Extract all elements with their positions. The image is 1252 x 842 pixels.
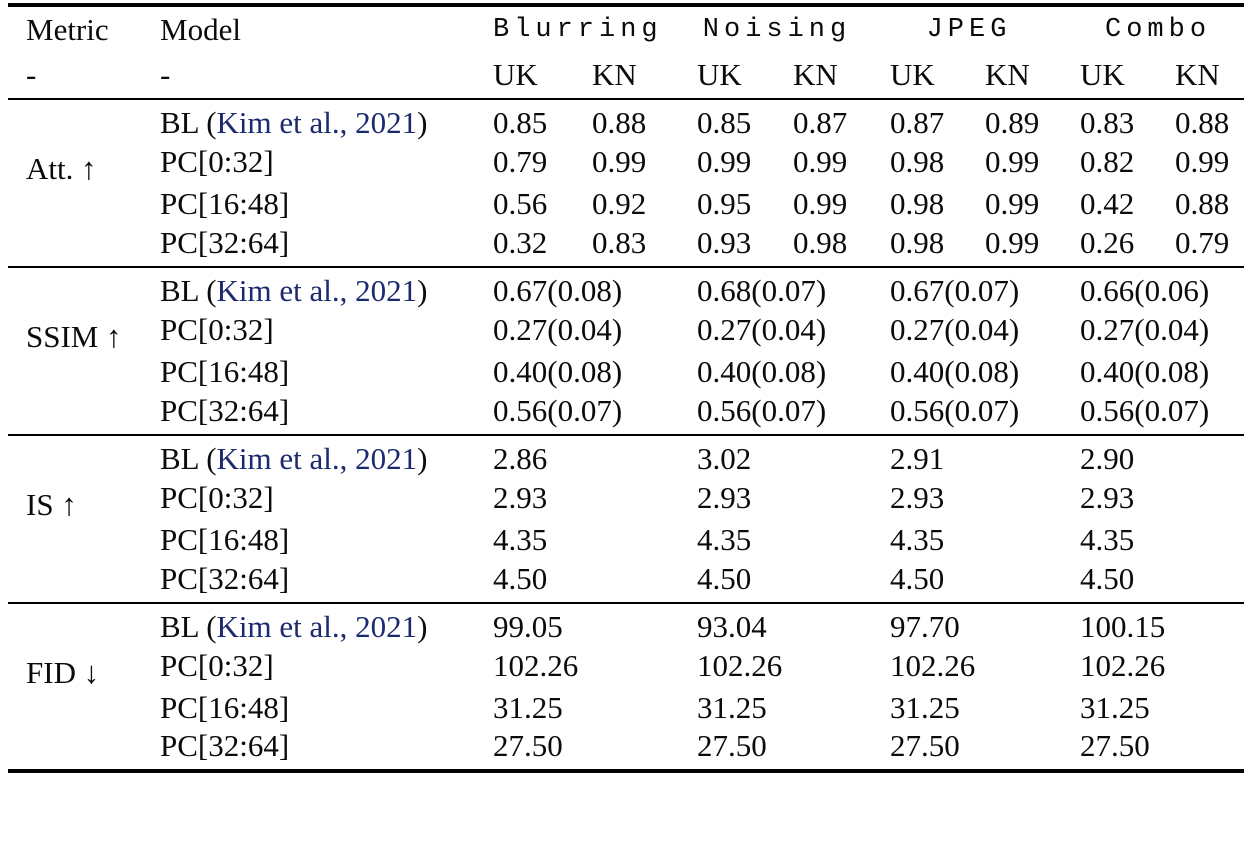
value-cell: 4.50: [493, 561, 548, 596]
table-header: [8, 5, 1244, 99]
model-cell: PC[0:32]: [160, 311, 274, 347]
value-cell: 0.98: [890, 185, 945, 221]
value-cell: 0.40(0.08): [697, 353, 827, 389]
value-cell: 27.50: [1080, 729, 1150, 764]
model-cell: PC[0:32]: [160, 479, 274, 515]
value-cell: 0.27(0.04): [697, 311, 827, 347]
model-cell: [160, 603, 493, 645]
subcol-header-noising-uk: UK: [697, 57, 742, 93]
metric-label: IS ↑: [26, 487, 77, 522]
table-row: [8, 645, 1244, 687]
metric-label: SSIM ↑: [26, 319, 122, 354]
model-cell: PC[0:32]: [160, 647, 274, 683]
results-table: [8, 3, 1244, 773]
value-cell: 31.25: [1080, 689, 1150, 725]
metric-label: Att. ↑: [26, 151, 97, 186]
citation-link[interactable]: Kim et al., 2021: [216, 105, 418, 141]
model-cell: [160, 435, 493, 477]
value-cell: 0.56(0.07): [1080, 393, 1210, 428]
model-name: BL (: [160, 105, 217, 141]
value-cell: 4.35: [890, 521, 945, 557]
value-cell: 0.99: [985, 225, 1040, 260]
value-cell: 0.79: [1175, 225, 1230, 260]
table-row: [8, 519, 1244, 561]
value-cell: 102.26: [890, 647, 976, 683]
model-cell: PC[0:32]: [160, 143, 274, 179]
value-cell: 31.25: [890, 689, 960, 725]
value-cell: 0.89: [985, 105, 1040, 141]
table-row: [8, 435, 1244, 477]
model-name: BL (: [160, 441, 217, 477]
table-row: [8, 267, 1244, 309]
value-cell: 0.42: [1080, 185, 1135, 221]
value-cell: 0.99: [592, 143, 647, 179]
table-row: [8, 687, 1244, 729]
group-header-combo: Combo: [1105, 14, 1212, 45]
value-cell: 2.90: [1080, 441, 1135, 477]
table-row: [8, 183, 1244, 225]
value-cell: 0.87: [793, 105, 848, 141]
value-cell: 100.15: [1080, 609, 1166, 645]
model-cell: PC[16:48]: [160, 353, 290, 389]
model-cell: PC[32:64]: [160, 729, 290, 764]
value-cell: 2.93: [493, 479, 548, 515]
table-row: [8, 99, 1244, 141]
value-cell: 4.35: [697, 521, 752, 557]
value-cell: 99.05: [493, 609, 563, 645]
table-row: [8, 309, 1244, 351]
value-cell: 0.27(0.04): [890, 311, 1020, 347]
value-cell: 2.86: [493, 441, 548, 477]
value-cell: 0.40(0.08): [890, 353, 1020, 389]
table-row: [8, 729, 1244, 771]
value-cell: 93.04: [697, 609, 767, 645]
value-cell: 0.98: [890, 225, 945, 260]
subcol-header-combo-uk: UK: [1080, 57, 1125, 93]
value-cell: 102.26: [697, 647, 783, 683]
value-cell: 97.70: [890, 609, 960, 645]
value-cell: 0.95: [697, 185, 752, 221]
value-cell: 0.40(0.08): [493, 353, 623, 389]
value-cell: 0.88: [1175, 185, 1230, 221]
citation-link[interactable]: Kim et al., 2021: [216, 273, 418, 309]
table-row: [8, 477, 1244, 519]
model-cell: PC[16:48]: [160, 521, 290, 557]
value-cell: 4.50: [890, 561, 945, 596]
value-cell: 0.68(0.07): [697, 273, 827, 309]
model-name-suffix: ): [417, 273, 428, 309]
model-cell: PC[32:64]: [160, 393, 290, 428]
value-cell: 0.66(0.06): [1080, 273, 1210, 309]
value-cell: 2.93: [890, 479, 945, 515]
subcol-header-noising-kn: KN: [793, 57, 838, 93]
value-cell: 0.82: [1080, 143, 1135, 179]
value-cell: 0.99: [985, 185, 1040, 221]
group-header-blurring: Blurring: [493, 14, 663, 45]
metric-block-ssim: [8, 267, 1244, 435]
citation-link[interactable]: Kim et al., 2021: [216, 441, 418, 477]
value-cell: 0.56(0.07): [697, 393, 827, 428]
table-row: [8, 141, 1244, 183]
metric-label-cell: [8, 435, 160, 603]
metric-label-cell: [8, 99, 160, 267]
value-cell: 31.25: [697, 689, 767, 725]
metric-label-cell: [8, 603, 160, 771]
value-cell: 0.27(0.04): [1080, 311, 1210, 347]
group-header-noising: Noising: [702, 14, 852, 45]
value-cell: 4.35: [493, 521, 548, 557]
value-cell: 0.40(0.08): [1080, 353, 1210, 389]
header-row-subcolumns: [8, 53, 1244, 99]
value-cell: 0.83: [1080, 105, 1135, 141]
model-cell: PC[16:48]: [160, 185, 290, 221]
value-cell: 3.02: [697, 441, 752, 477]
subcol-header-combo-kn: KN: [1175, 57, 1220, 93]
value-cell: 0.85: [697, 105, 752, 141]
model-placeholder-dash: -: [160, 57, 171, 93]
header-row-groups: [8, 5, 1244, 53]
value-cell: 102.26: [493, 647, 579, 683]
subcol-header-jpeg-kn: KN: [985, 57, 1030, 93]
citation-link[interactable]: Kim et al., 2021: [216, 609, 418, 645]
metric-block-is: [8, 435, 1244, 603]
value-cell: 0.88: [1175, 105, 1230, 141]
table-row: [8, 351, 1244, 393]
model-name: BL (: [160, 609, 217, 645]
value-cell: 0.79: [493, 143, 548, 179]
value-cell: 0.56(0.07): [890, 393, 1020, 428]
metric-label: FID ↓: [26, 655, 100, 690]
subcol-header-blurring-kn: KN: [592, 57, 637, 93]
table-row: [8, 561, 1244, 603]
value-cell: 4.50: [1080, 561, 1135, 596]
value-cell: 0.99: [1175, 143, 1230, 179]
model-cell: PC[32:64]: [160, 561, 290, 596]
model-cell: PC[16:48]: [160, 689, 290, 725]
value-cell: 0.99: [985, 143, 1040, 179]
table-row: [8, 393, 1244, 435]
value-cell: 102.26: [1080, 647, 1166, 683]
col-header-metric: Metric: [26, 11, 109, 47]
value-cell: 0.67(0.08): [493, 273, 623, 309]
subcol-header-blurring-uk: UK: [493, 57, 538, 93]
value-cell: 27.50: [890, 729, 960, 764]
value-cell: 0.56(0.07): [493, 393, 623, 428]
value-cell: 0.56: [493, 185, 548, 221]
value-cell: 0.99: [697, 143, 752, 179]
value-cell: 0.27(0.04): [493, 311, 623, 347]
model-name-suffix: ): [417, 105, 428, 141]
value-cell: 0.83: [592, 225, 647, 260]
value-cell: 4.35: [1080, 521, 1135, 557]
value-cell: 0.67(0.07): [890, 273, 1020, 309]
value-cell: 0.98: [793, 225, 848, 260]
value-cell: 0.98: [890, 143, 945, 179]
model-name-suffix: ): [417, 441, 428, 477]
model-cell: [160, 267, 493, 309]
value-cell: 27.50: [493, 729, 563, 764]
value-cell: 2.93: [1080, 479, 1135, 515]
value-cell: 31.25: [493, 689, 563, 725]
table-row: [8, 225, 1244, 267]
col-header-model: Model: [160, 11, 241, 47]
value-cell: 0.32: [493, 225, 548, 260]
value-cell: 0.87: [890, 105, 945, 141]
value-cell: 0.93: [697, 225, 752, 260]
value-cell: 2.93: [697, 479, 752, 515]
value-cell: 0.99: [793, 143, 848, 179]
metric-placeholder-dash: -: [26, 57, 37, 93]
value-cell: 0.92: [592, 185, 647, 221]
metric-block-att: [8, 99, 1244, 267]
value-cell: 0.85: [493, 105, 548, 141]
value-cell: 0.26: [1080, 225, 1135, 260]
value-cell: 0.99: [793, 185, 848, 221]
value-cell: 2.91: [890, 441, 945, 477]
metric-block-fid: [8, 603, 1244, 771]
subcol-header-jpeg-uk: UK: [890, 57, 935, 93]
value-cell: 0.88: [592, 105, 647, 141]
table-row: [8, 603, 1244, 645]
model-cell: [160, 99, 493, 141]
group-header-jpeg: JPEG: [926, 14, 1012, 45]
model-name: BL (: [160, 273, 217, 309]
value-cell: 27.50: [697, 729, 767, 764]
model-cell: PC[32:64]: [160, 225, 290, 260]
metric-label-cell: [8, 267, 160, 435]
value-cell: 4.50: [697, 561, 752, 596]
model-name-suffix: ): [417, 609, 428, 645]
